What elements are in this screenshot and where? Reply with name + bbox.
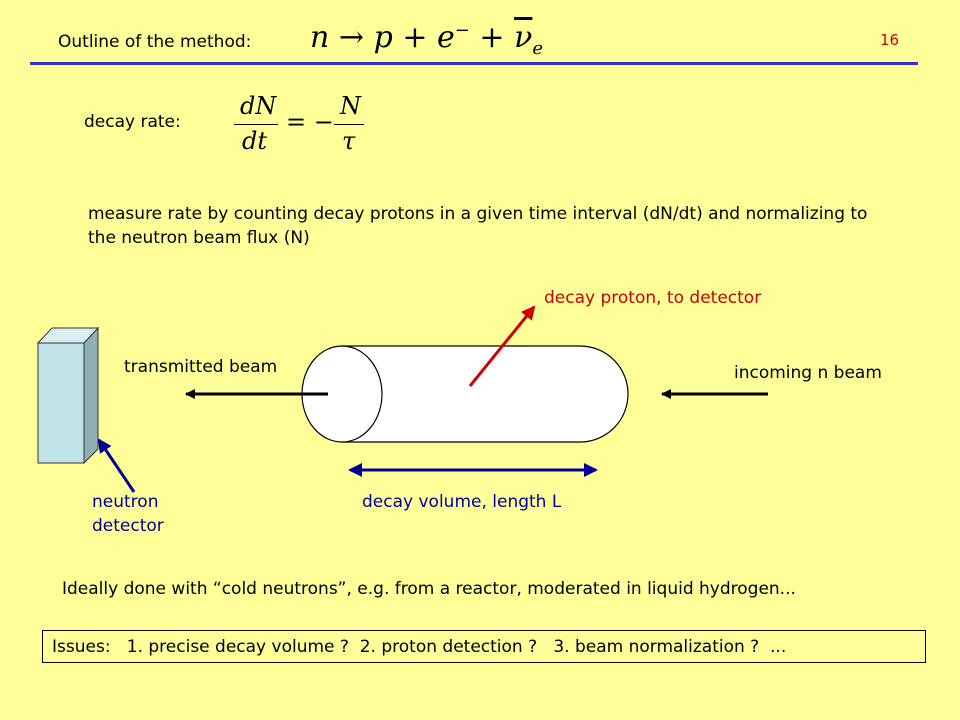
decay-rate-label: decay rate: [84, 112, 181, 132]
electron-symbol: e [437, 20, 455, 55]
detector-label-line2: detector [92, 515, 164, 536]
detector-label-line1: neutron [92, 492, 159, 512]
fraction2-numerator: N [340, 92, 361, 120]
nu-symbol: $\overline{\nu}$ [514, 20, 533, 55]
fraction-numerator: dN [240, 92, 277, 120]
fraction2-denominator: τ [342, 127, 356, 155]
detector-pointer-arrow [99, 440, 134, 492]
nu-subscript: e [532, 38, 544, 59]
proton-symbol: p [373, 20, 393, 55]
plus-sign: + [479, 20, 505, 55]
reaction-arrow: → [338, 20, 365, 55]
cold-neutrons-note: Ideally done with “cold neutrons”, e.g. from a reactor, moderated in liquid hydrogen... [62, 579, 796, 599]
detector-side-face [84, 328, 98, 463]
transmitted-beam-label: transmitted beam [124, 357, 278, 377]
slide-title: Outline of the method: [58, 32, 252, 52]
neutron-detector [38, 343, 84, 463]
incoming-beam-label: incoming n beam [734, 363, 882, 383]
decay-volume-label: decay volume, length L [362, 492, 562, 512]
neutron-detector-label [92, 491, 164, 539]
equals-minus: = − [286, 108, 334, 136]
fraction-denominator: dt [242, 127, 268, 155]
method-description: measure rate by counting decay protons in a given time interval (dN/dt) and normalizing to the neutron beam flux (N) [88, 204, 868, 248]
issues-list: Issues: 1. precise decay volume ? 2. proton detection ? 3. beam normalization ? ... [52, 637, 787, 657]
plus-sign: + [402, 20, 428, 55]
cylinder-body [342, 346, 628, 442]
neutron-symbol: n [310, 20, 330, 55]
slide-number: 16 [880, 31, 900, 49]
electron-charge: − [454, 20, 470, 41]
decay-proton-label: decay proton, to detector [544, 288, 762, 308]
